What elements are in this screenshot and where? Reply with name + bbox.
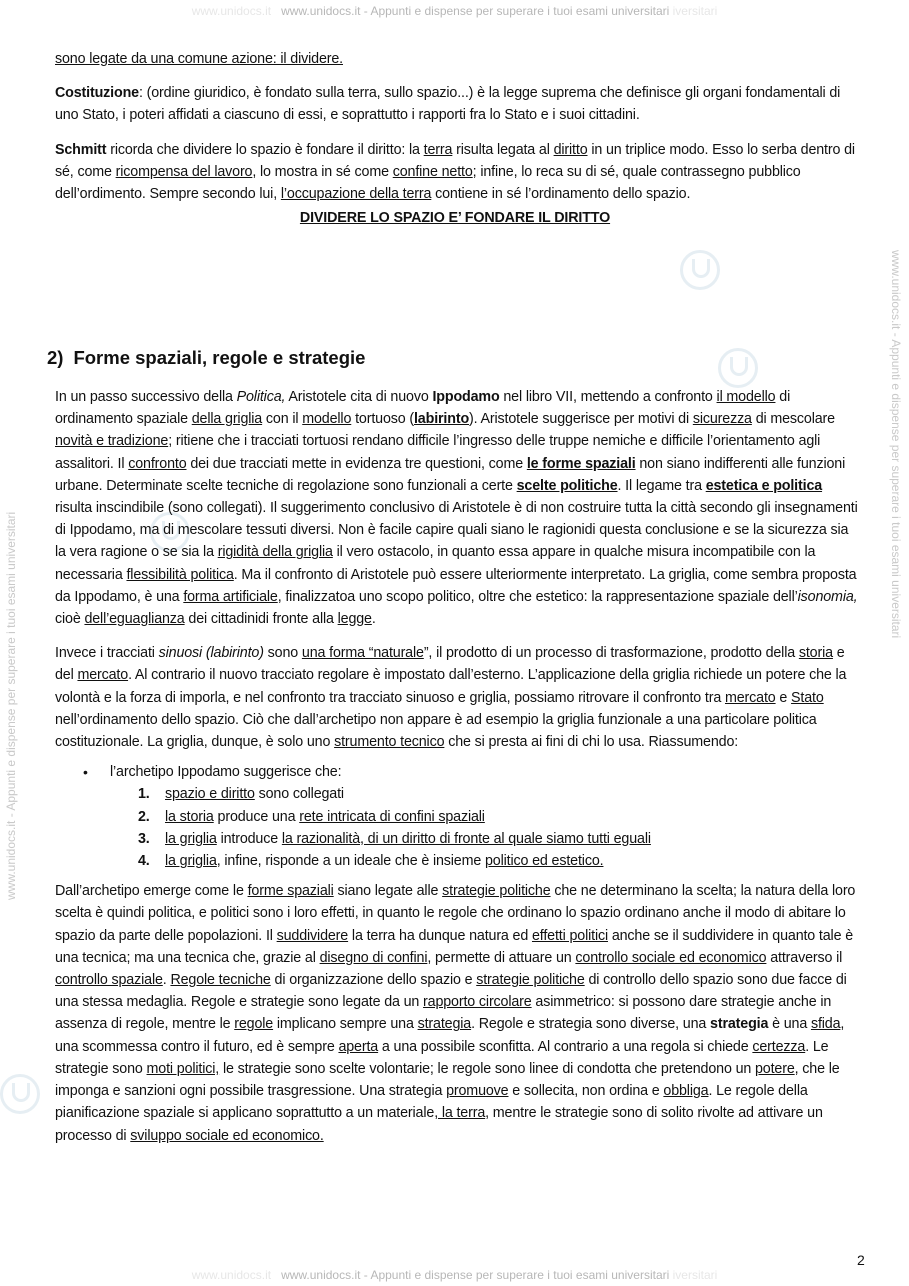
text-run: dei due tracciati mette in evidenza tre questioni, come: [186, 455, 527, 472]
text-run: produce una: [213, 808, 300, 825]
underlined-term: la griglia: [165, 830, 217, 847]
underlined-term: obbliga: [663, 1083, 709, 1100]
text-run: implicano sempre una: [273, 1016, 418, 1033]
text-run: di ordinamento spaziale: [55, 389, 791, 428]
underlined-term: moti politici,: [146, 1060, 220, 1077]
underlined-term: strategia: [417, 1016, 472, 1033]
underlined-term: aperta: [338, 1038, 379, 1055]
text-run: Dall’archetipo emerge come le: [55, 883, 248, 900]
centered-title: DIVIDERE LO SPAZIO E’ FONDARE IL DIRITTO: [299, 210, 611, 227]
text-run: ; ritiene che i tracciati tortuosi rendano difficile l’ingresso delle truppe nemiche e difficile l’orientamento agli assalitori. Il: [55, 433, 821, 472]
watermark-bottom: [0, 1268, 909, 1282]
text-run: e del: [55, 645, 845, 684]
text-run: risulta inscindibile (sono collegati). Il suggerimento conclusivo di Aristotele è di non costruire tutta la città secondo gli insegnamenti di Ippodamo, ma di mescolare tessuti diversi. Non è facile capire quali siano le ragionidi questa conclusione e se la sicurezza sia la vera ragione o se sia la: [55, 500, 858, 561]
text-run: , una scommessa contro il futuro, ed è sempre: [55, 1016, 845, 1055]
underlined-term: sicurezza: [692, 411, 752, 428]
list-item: [138, 828, 861, 850]
text-run: siano legate alle: [333, 883, 443, 900]
page-number: 2: [857, 1252, 865, 1268]
watermark-faint-left: www.unidocs.it: [191, 1268, 282, 1282]
underlined-term: potere: [755, 1060, 795, 1077]
text-run: anche se il suddividere in quanto tale è una tecnica; ma una tecnica che, grazie al: [55, 927, 854, 966]
italic-term: sinuosi (labirinto): [158, 645, 264, 662]
underlined-term: mercato: [77, 667, 129, 684]
text-run: la terra ha dunque natura ed: [348, 927, 532, 944]
costituzione-text: : (ordine giuridico, è fondato sulla terra, sullo spazio...) è la legge suprema che definisce gli organi fondamentali di uno Stato, i poteri affidati a ciascuno di essi, e soprattutto i rapporti fra lo Stato e i suoi cittadini.: [55, 85, 841, 124]
text-run: sono: [263, 645, 302, 662]
watermark-left-text: www.unidocs.it - Appunti e dispense per superare i tuoi esami universitari: [4, 511, 18, 900]
watermark-top: [0, 4, 909, 18]
underlined-term: modello: [302, 411, 352, 428]
underlined-term: Stato: [791, 689, 824, 706]
list-item: [138, 850, 861, 872]
text-run: ”, il prodotto di un processo di trasformazione, prodotto della: [423, 645, 799, 662]
underlined-term: sfida: [810, 1016, 841, 1033]
intro-line: [55, 48, 855, 70]
bold-term: Ippodamo: [432, 389, 500, 405]
text-run: dei cittadinidi fronte alla: [184, 611, 338, 628]
text-run: . Al contrario il nuovo tracciato regolare è impostato dall’esterno. L’applicazione della griglia richiede un potere che la volontà e la forza di imporla, e nel confronto tra tracciato sinuoso e griglia, possiamo ritrovare il confronto tra: [55, 667, 847, 706]
underlined-term: , la terra: [434, 1105, 486, 1122]
unidocs-logo-icon: [680, 250, 720, 290]
text-run: e sollecita, non ordina e: [508, 1083, 664, 1100]
underlined-term: legge: [337, 611, 372, 628]
costituzione-paragraph: [55, 82, 855, 126]
underlined-term: rapporto circolare: [423, 994, 532, 1011]
text-run: , mentre le strategie sono di solito rivolte ad attivare un processo di: [55, 1105, 823, 1144]
text-run: di mescolare: [751, 411, 835, 428]
underlined-term: storia: [798, 645, 833, 662]
item-number: 1.: [138, 786, 150, 803]
text-run: attraverso il: [766, 949, 843, 966]
underlined-term: della griglia: [191, 411, 263, 428]
text-run: .: [371, 611, 376, 628]
underlined-term: diritto: [553, 141, 588, 158]
text-run: , permette di attuare un: [427, 949, 576, 966]
watermark-top-text: www.unidocs.it - Appunti e dispense per superare i tuoi esami universitari: [281, 4, 670, 18]
text-run: introduce: [216, 830, 282, 847]
text-run: ricorda che dividere lo spazio è fondare il diritto: la: [106, 141, 424, 158]
underlined-term: novità e tradizione: [55, 433, 169, 450]
costituzione-term: Costituzione: [55, 85, 139, 102]
bullet-text: l’archetipo Ippodamo suggerisce che:: [110, 764, 342, 781]
text-run: di organizzazione dello spazio e: [270, 972, 477, 989]
text-run: è una: [768, 1016, 811, 1033]
underlined-term: rigidità della griglia: [217, 544, 333, 561]
text-run: in un triplice modo. Esso lo serba dentro di sé, come: [55, 141, 855, 180]
underlined-term: la griglia: [165, 853, 217, 870]
schmitt-paragraph: [55, 139, 855, 206]
watermark-faint-right: iversitari: [669, 4, 718, 18]
text-run: che si presta ai fini di chi lo usa. Riassumendo:: [444, 734, 739, 751]
underlined-term: effetti politici: [531, 927, 608, 944]
unidocs-logo-icon: [718, 348, 758, 388]
text-run: , lo mostra in sé come: [252, 163, 393, 180]
list-item: [110, 761, 861, 872]
text-run: le strategie sono scelte volontarie; le regole sono linee di condotta che pretendono un: [219, 1060, 755, 1077]
underlined-term: strumento tecnico: [334, 734, 445, 751]
text-run: il vero ostacolo, in quanto essa appare in qualche misura incompatibile con la necessaria: [55, 544, 816, 583]
underlined-term: spazio e diritto: [165, 786, 255, 803]
underlined-term: suddividere: [276, 927, 349, 944]
item-number: 3.: [138, 830, 150, 847]
underlined-term: certezza: [752, 1038, 806, 1055]
underlined-term: promuove: [446, 1083, 509, 1100]
watermark-bottom-text: www.unidocs.it - Appunti e dispense per superare i tuoi esami universitari: [281, 1268, 670, 1282]
text-run: .: [162, 972, 171, 989]
text-run: contiene in sé l’ordinamento dello spazio.: [431, 186, 691, 203]
underlined-term: estetica e politica: [705, 477, 823, 494]
list-item: [138, 806, 861, 828]
intro-block: [55, 48, 855, 241]
section-number: 2): [47, 347, 64, 368]
underlined-term: sviluppo sociale ed economico.: [130, 1127, 324, 1144]
underlined-term: disegno di confini: [319, 949, 428, 966]
underlined-term: la razionalità, di un diritto di fronte al quale siamo tutti eguali: [281, 830, 651, 847]
text-run: nel libro VII, mettendo a confronto: [499, 389, 717, 405]
underlined-term: rete intricata di confini spaziali: [299, 808, 485, 825]
text-run: . Ma il confronto di Aristotele può essere ulteriormente interpretato. La griglia, come sembra proposta da Ippodamo, è una: [55, 566, 857, 605]
underlined-term: il modello: [716, 389, 776, 405]
text-run: . Regole e strategia sono diverse, una: [471, 1016, 711, 1033]
text-run: cioè: [55, 611, 85, 628]
text-run: nell’ordinamento dello spazio. Ciò che dall’archetipo non appare è ad esempio la griglia funzionale a una particolare politica costituzionale. La griglia, dunque, è solo uno: [55, 711, 817, 751]
text-run: , infine, risponde a un ideale che è insieme: [216, 853, 485, 870]
text-run: a una possibile sconfitta. Al contrario a una regola si chiede: [378, 1038, 753, 1055]
text-run: asimmetrico: si possono dare strategie anche in assenza di regole, mentre le: [55, 994, 832, 1033]
paragraph-aristotele: [55, 386, 861, 630]
underlined-term: terra: [423, 141, 453, 158]
watermark-faint-right: iversitari: [669, 1268, 718, 1282]
underlined-term: dell’eguaglianza: [84, 611, 185, 628]
watermark-faint-left: www.unidocs.it: [191, 4, 282, 18]
italic-term: isonomia,: [797, 588, 858, 605]
text-run: risulta legata al: [452, 141, 554, 158]
item-number: 2.: [138, 808, 150, 825]
text-run: e: [775, 689, 792, 706]
underlined-term: ricompensa del lavoro: [115, 163, 253, 180]
underlined-term: l’occupazione della terra: [280, 186, 432, 203]
text-run: ; infine, lo reca su di sé, quale contrassegno pubblico dell’ordimento. Sempre secondo lui,: [55, 163, 801, 203]
text-run: . Le regole della pianificazione spaziale si applicano soprattutto a un materiale: [55, 1083, 808, 1122]
italic-term: Politica,: [236, 389, 286, 405]
bold-term: strategia: [710, 1016, 769, 1033]
underlined-term: strategie politiche: [442, 883, 551, 900]
item-number: 4.: [138, 853, 150, 870]
section-body: [55, 386, 861, 1159]
list-item: [138, 783, 861, 805]
underlined-term: strategie politiche: [476, 972, 585, 989]
text-run: Aristotele cita di nuovo: [285, 389, 433, 405]
numbered-list: [110, 783, 861, 872]
text-run: , finalizzatoa uno scopo politico, oltre che estetico: la rappresentazione spaziale dell’: [277, 588, 798, 605]
text-run: con il: [262, 411, 303, 428]
text-run: tortuoso (: [351, 411, 414, 428]
text-run: sono collegati: [254, 786, 344, 803]
intro-line-text: sono legate da una comune azione: il dividere.: [55, 51, 343, 67]
underlined-term: labirinto: [413, 411, 470, 428]
text-run: ). Aristotele suggerisce per motivi di: [469, 411, 693, 428]
underlined-term: controllo sociale ed economico: [575, 949, 767, 966]
watermark-right: [885, 0, 907, 1286]
schmitt-term: Schmitt: [55, 141, 107, 158]
text-run: . Il legame tra: [617, 477, 706, 494]
underlined-term: confine netto: [392, 163, 473, 180]
underlined-term: mercato: [724, 689, 776, 706]
text-run: . Le strategie sono: [55, 1038, 829, 1077]
underlined-term: confronto: [128, 455, 187, 472]
underlined-term: politico ed estetico.: [485, 853, 604, 870]
underlined-term: controllo spaziale: [55, 972, 163, 989]
text-run: che ne determinano la scelta; la natura della loro scelta è quindi politica, e politici sono i loro effetti, in quanto le regole che ordinano lo spazio ordinano anche il modo di abitare lo spazio da parte delle popolazioni. Il: [55, 883, 856, 944]
underlined-term: forme spaziali: [247, 883, 334, 900]
text-run: di controllo dello spazio sono due facce di una stessa medaglia. Regole e strategie sono legate da un: [55, 972, 847, 1011]
paragraph-tracciati: [55, 642, 861, 753]
section-title: Forme spaziali, regole e strategie: [73, 347, 366, 368]
text-run: Invece i tracciati: [55, 645, 159, 662]
underlined-term: regole: [234, 1016, 274, 1033]
text-run: non siano indifferenti alle funzioni urbane. Determinate scelte tecniche di regolazione sono funzionali a certe: [55, 455, 846, 494]
section-heading: [47, 347, 365, 369]
underlined-term: Regole tecniche: [170, 972, 271, 989]
underlined-term: una forma “naturale: [301, 645, 424, 662]
watermark-right-text: www.unidocs.it - Appunti e dispense per superare i tuoi esami universitari: [889, 250, 903, 639]
underlined-term: le forme spaziali: [526, 455, 636, 472]
text-run: In un passo successivo della: [55, 389, 237, 405]
bullet-list: [55, 761, 861, 872]
underlined-term: flessibilità politica: [126, 566, 234, 583]
paragraph-archetipo: [55, 880, 861, 1146]
underlined-term: la storia: [165, 808, 214, 825]
underlined-term: scelte politiche: [516, 477, 618, 494]
text-run: , che le imponga e sanzioni ogni possibile trasgressione. Una strategia: [55, 1060, 840, 1100]
underlined-term: forma artificiale: [183, 588, 278, 605]
unidocs-logo-icon: [0, 1074, 40, 1114]
